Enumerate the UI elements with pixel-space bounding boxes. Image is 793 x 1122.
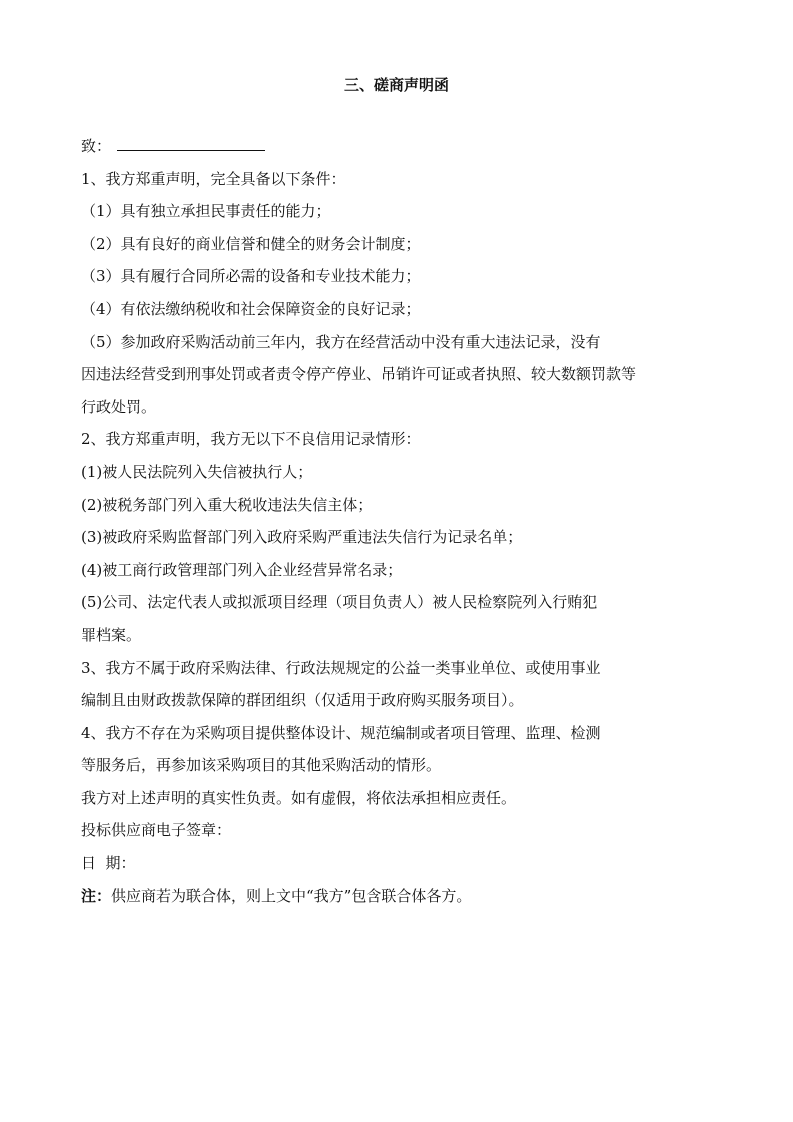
note-label: 注： bbox=[81, 886, 112, 905]
document-body bbox=[81, 130, 721, 912]
condition-1: （1）具有独立承担民事责任的能力； bbox=[81, 202, 331, 221]
salutation-label: 致： bbox=[81, 137, 112, 155]
condition-4: （4）有依法缴纳税收和社会保障资金的良好记录； bbox=[81, 299, 421, 318]
salutation-line bbox=[81, 130, 721, 163]
responsibility-statement: 我方对上述声明的真实性负责。如有虚假，将依法承担相应责任。 bbox=[81, 788, 517, 807]
credit-item-5-part-1: (5)公司、法定代表人或拟派项目经理（项目负责人）被人民检察院列入行贿犯 bbox=[81, 593, 598, 612]
statement-line-3-part-1: 3、我方不属于政府采购法律、行政法规规定的公益一类事业单位、或使用事业 bbox=[81, 658, 601, 677]
statement-line-4-part-1: 4、我方不存在为采购项目提供整体设计、规范编制或者项目管理、监理、检测 bbox=[81, 723, 601, 742]
recipient-blank bbox=[117, 136, 265, 151]
condition-5-part-2: 因违法经营受到刑事处罚或者责令停产停业、吊销许可证或者执照、较大数额罚款等 bbox=[81, 365, 637, 384]
signature-line: 投标供应商电子签章： bbox=[81, 821, 232, 840]
date-line: 日 期： bbox=[81, 854, 136, 873]
condition-5-part-1: （5）参加政府采购活动前三年内，我方在经营活动中没有重大违法记录，没有 bbox=[81, 332, 601, 351]
credit-item-3: (3)被政府采购监督部门列入政府采购严重违法失信行为记录名单； bbox=[81, 528, 523, 547]
credit-item-5-part-2: 罪档案。 bbox=[81, 625, 142, 644]
note-line bbox=[81, 880, 721, 913]
statement-line-2: 2、我方郑重声明，我方无以下不良信用记录情形： bbox=[81, 430, 421, 449]
condition-5-part-3: 行政处罚。 bbox=[81, 397, 157, 416]
condition-2: （2）具有良好的商业信誉和健全的财务会计制度； bbox=[81, 234, 421, 253]
note-text: 供应商若为联合体，则上文中“我方”包含联合体各方。 bbox=[111, 886, 472, 905]
condition-3: （3）具有履行合同所必需的设备和专业技术能力； bbox=[81, 267, 421, 286]
statement-line-4-part-2: 等服务后，再参加该采购项目的其他采购活动的情形。 bbox=[81, 756, 442, 775]
credit-item-1: (1)被人民法院列入失信被执行人； bbox=[81, 462, 313, 481]
statement-line-1: 1、我方郑重声明，完全具备以下条件： bbox=[81, 169, 346, 188]
page-title: 三、磋商声明函 bbox=[343, 76, 449, 94]
statement-line-3-part-2: 编制且由财政拨款保障的群团组织（仅适用于政府购买服务项目）。 bbox=[81, 691, 524, 710]
credit-item-2: (2)被税务部门列入重大税收违法失信主体； bbox=[81, 495, 373, 514]
credit-item-4: (4)被工商行政管理部门列入企业经营异常名录； bbox=[81, 560, 403, 579]
